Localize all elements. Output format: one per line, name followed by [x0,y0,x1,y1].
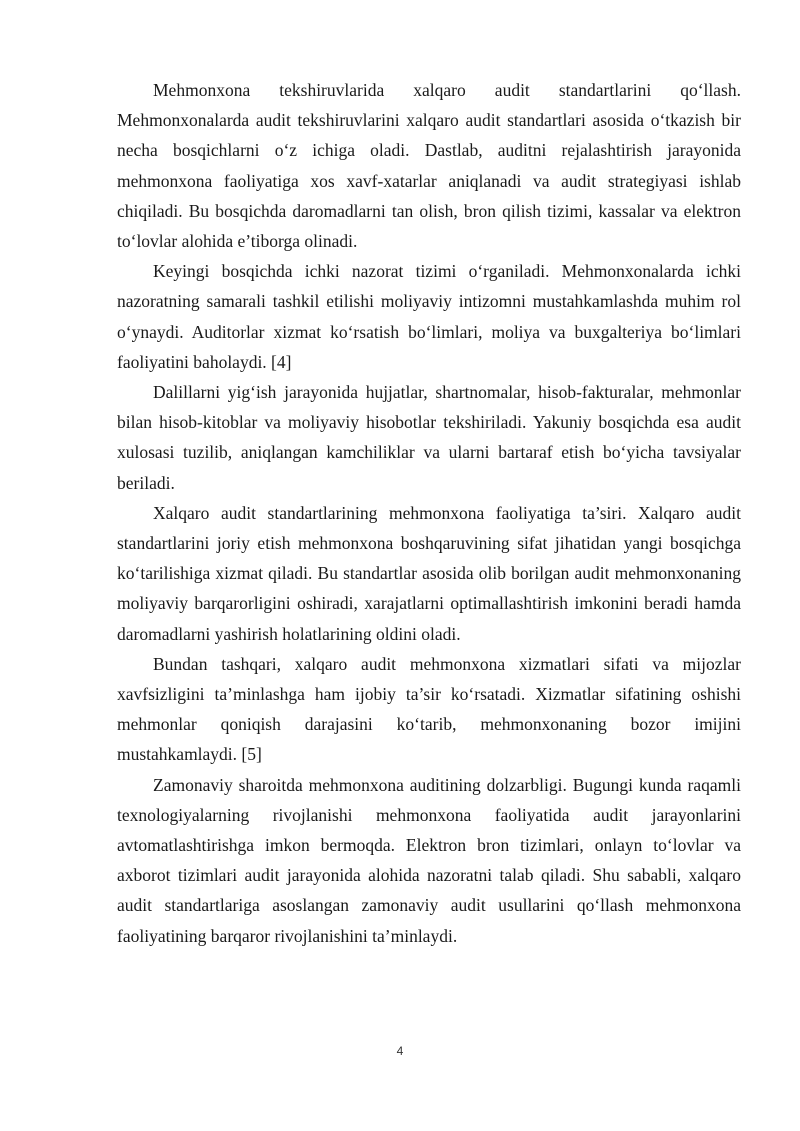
paragraph-3: Dalillarni yig‘ish jarayonida hujjatlar, shartnomalar, hisob-fakturalar, mehmonlar bilan hisob-kitoblar va moliyaviy hisobotlar tekshiriladi. Yakuniy bosqichda esa audit xulosasi tuzilib, aniqlangan kamchiliklar va ularni bartaraf etish bo‘yicha tavsiyalar beriladi. [117,382,741,493]
paragraph-1: Mehmonxona tekshiruvlarida xalqaro audit standartlarini qo‘llash. Mehmonxonalarda audit tekshiruvlarini xalqaro audit standartlari asosida o‘tkazish bir necha bosqichlarni o‘z ichiga oladi. Dastlab, auditni rejalashtirish jarayonida mehmonxona faoliyatiga xos xavf-xatarlar aniqlanadi va audit strategiyasi ishlab chiqiladi. Bu bosqichda daromadlarni tan olish, bron qilish tizimi, kassalar va elektron to‘lovlar alohida e’tiborga olinadi. [117,80,741,252]
document-page [117,75,741,951]
paragraph-5: Bundan tashqari, xalqaro audit mehmonxona xizmatlari sifati va mijozlar xavfsizligini ta’minlashga ham ijobiy ta’sir ko‘rsatadi. Xizmatlar sifatining oshishi mehmonlar qoniqish darajasini ko‘tarib, mehmonxonaning bozor imijini mustahkamlaydi. [5] [117,653,741,765]
paragraph-4: Xalqaro audit standartlarining mehmonxona faoliyatiga ta’siri. Xalqaro audit standartlarini joriy etish mehmonxona boshqaruvining sifat jihatidan yangi bosqichga ko‘tarilishiga xizmat qiladi. Bu standartlar asosida olib borilgan audit mehmonxonaning moliyaviy barqarorligini oshiradi, xarajatlarni optimallashtirish imkonini beradi hamda daromadlarni yashirish holatlarining oldini oladi. [117,502,741,644]
paragraph-6: Zamonaviy sharoitda mehmonxona auditining dolzarbligi. Bugungi kunda raqamli texnologiyalarning rivojlanishi mehmonxona faoliyatida audit jarayonlarini avtomatlashtirishga imkon bermoqda. Elektron bron tizimlari, onlayn to‘lovlar va axborot tizimlari audit jarayonida alohida nazoratni talab qiladi. Shu sababli, xalqaro audit standartlariga asoslangan zamonaviy audit usullarini qo‘llash mehmonxona faoliyatining barqaror rivojlanishini ta’minlaydi. [117,774,741,946]
paragraph-2: Keyingi bosqichda ichki nazorat tizimi o‘rganiladi. Mehmonxonalarda ichki nazoratning samarali tashkil etilishi moliyaviy intizomni mustahkamlashda muhim rol o‘ynaydi. Auditorlar xizmat ko‘rsatish bo‘limlari, moliya va buxgalteriya bo‘limlari faoliyatini baholaydi. [4] [117,261,741,372]
page-number: 4 [396,1044,404,1058]
